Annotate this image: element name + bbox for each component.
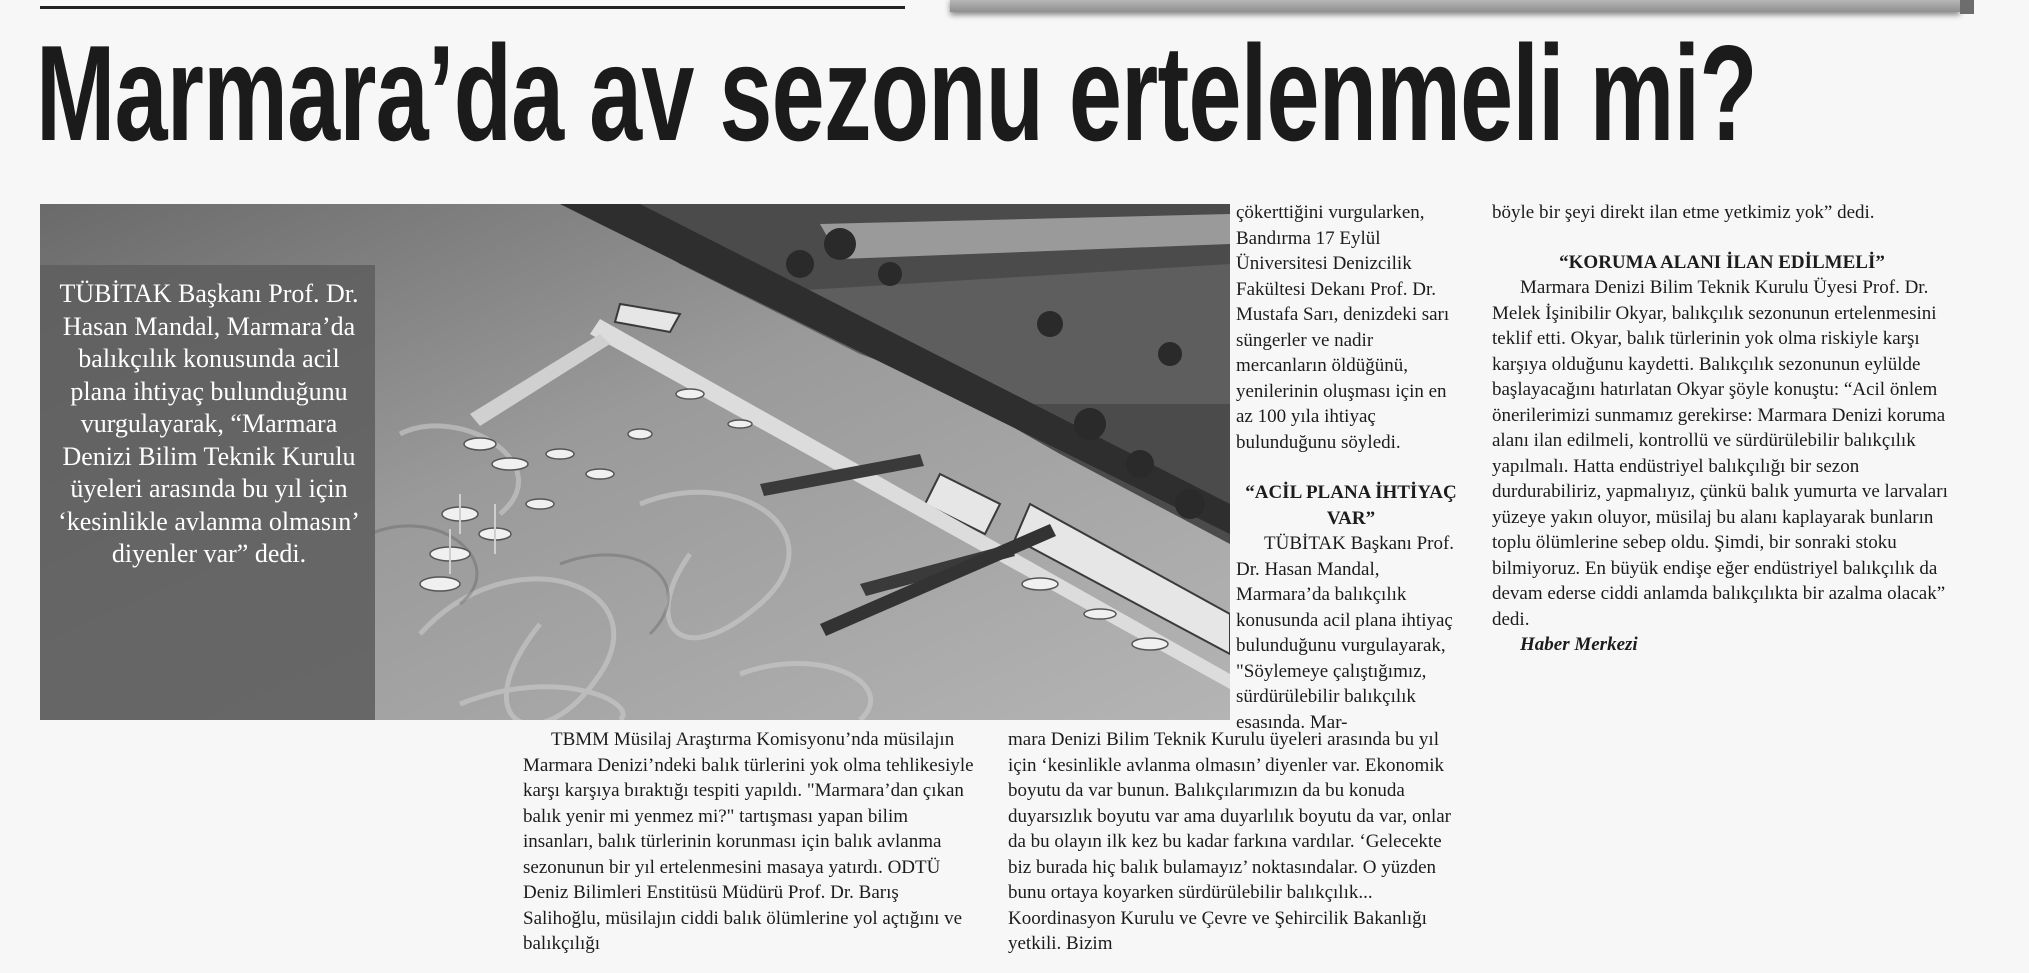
article-paragraph: mara Denizi Bilim Teknik Kurulu üyeleri arasında bu yıl için ‘kesinlikle avlanma olmasın’ diyenler var. Ekonomik boyutu da var bunun. Balıkçılarımızın da bu konuda duyarsızlık boyutu var ama duyarlılık boyutu da var, onlar da bu olayın ilk kez bu kadar farkına vardılar. ‘Gelecekte biz burada hiç balık bulamayız’ noktasındalar. O yüzden bunu ortaya koyarken sürdürülebilir balıkçılık... Koordinasyon Kurulu ve Çevre ve Şehircilik Bakanlığı yetkili. Bizim — [1008, 729, 1451, 954]
subheading-koruma-alani: “KORUMA ALANI İLAN EDİLMELİ” — [1559, 251, 1885, 273]
byline: Haber Merkezi — [1520, 634, 1638, 655]
photo-caption: TÜBİTAK Başkanı Prof. Dr. Hasan Mandal, Marmara’da balıkçılık konusunda acil plana ihtiyaç bulunduğunu vurgulayarak, “Marmara Denizi Bilim Teknik Kurulu üyeleri arasında bu yıl için ‘kesinlikle avlanma olmasın’ diyenler var” dedi. — [58, 279, 360, 568]
adjacent-photo-edge — [950, 0, 1960, 12]
top-rule — [40, 6, 905, 9]
article-column-3 — [1008, 727, 1466, 957]
article-paragraph: Marmara Denizi Bilim Teknik Kurulu Üyesi Prof. Dr. Melek İşinibilir Okyar, balıkçılık sezonunun ertelenmesini teklif etti. Okyar, balık türlerinin yok olma riskiyle karşı karşıya olduğunu kaydetti. Balıkçılık sezonunun eylülde başlayacağını hatırlatan Okyar şöyle konuştu: “Acil önlem önerilerimizi sunmamız gerekirse: Marmara Denizi koruma alanı ilan edilmeli, kontrollü ve sürdürülebilir balıkçılık yapılmalı. Hatta endüstriyel balıkçılığı bir sezon durdurabiliriz, yapmalıyız, çünkü balık yumurta ve larvaları yüzeye yakın oluyor, müsilaj bu alanı kaplayarak bunların toplu ölümlerine sebep oldu. Şimdi, bir sonraki stoku bilmiyoruz. En büyük endişe eğer endüstriyel balıkçılık da devam ederse ciddi anlamda balıkçılıkta bir azalma olacak” dedi. — [1492, 277, 1948, 630]
article-column-2 — [1236, 200, 1466, 735]
headline: Marmara’da av sezonu ertelenmeli mi? — [36, 17, 1757, 169]
article-column-1 — [523, 727, 978, 957]
article-paragraph: çökerttiğini vurgularken, Bandırma 17 Eylül Üniversitesi Denizcilik Fakültesi Dekanı Prof. Dr. Mustafa Sarı, denizdeki sarı süngerler ve nadir mercanların öldüğünü, yenilerinin oluşması için en az 100 yıla ihtiyaç bulunduğunu söyledi. — [1236, 202, 1450, 453]
article-paragraph: böyle bir şeyi direkt ilan etme yetkimiz yok” dedi. — [1492, 202, 1875, 223]
article-paragraph: TÜBİTAK Başkanı Prof. Dr. Hasan Mandal, Marmara’da balıkçılık konusunda acil plana ihtiyaç bulunduğunu vurgulayarak, "Söylemeye çalıştığımız, sürdürülebilir balıkçılık esasında. Mar- — [1236, 533, 1455, 733]
subheading-acil-plan: “ACİL PLANA İHTİYAÇ VAR” — [1245, 482, 1457, 529]
article-paragraph: TBMM Müsilaj Araştırma Komisyonu’nda müsilajın Marmara Denizi’ndeki balık türlerini yok olma tehlikesiyle karşı karşıya bıraktığı tespiti yapıldı. "Marmara’dan çıkan balık yenir mi yenmez mi?" tartışması yapan bilim insanları, balık türlerinin korunması için balık avlanma sezonunun bir yıl ertelenmesini masaya yatırdı. ODTÜ Deniz Bilimleri Enstitüsü Müdürü Prof. Dr. Barış Salihoğlu, müsilajın ciddi balık ölümlerine yol açtığını ve balıkçılığı — [523, 729, 974, 954]
article-column-4 — [1492, 200, 1952, 658]
